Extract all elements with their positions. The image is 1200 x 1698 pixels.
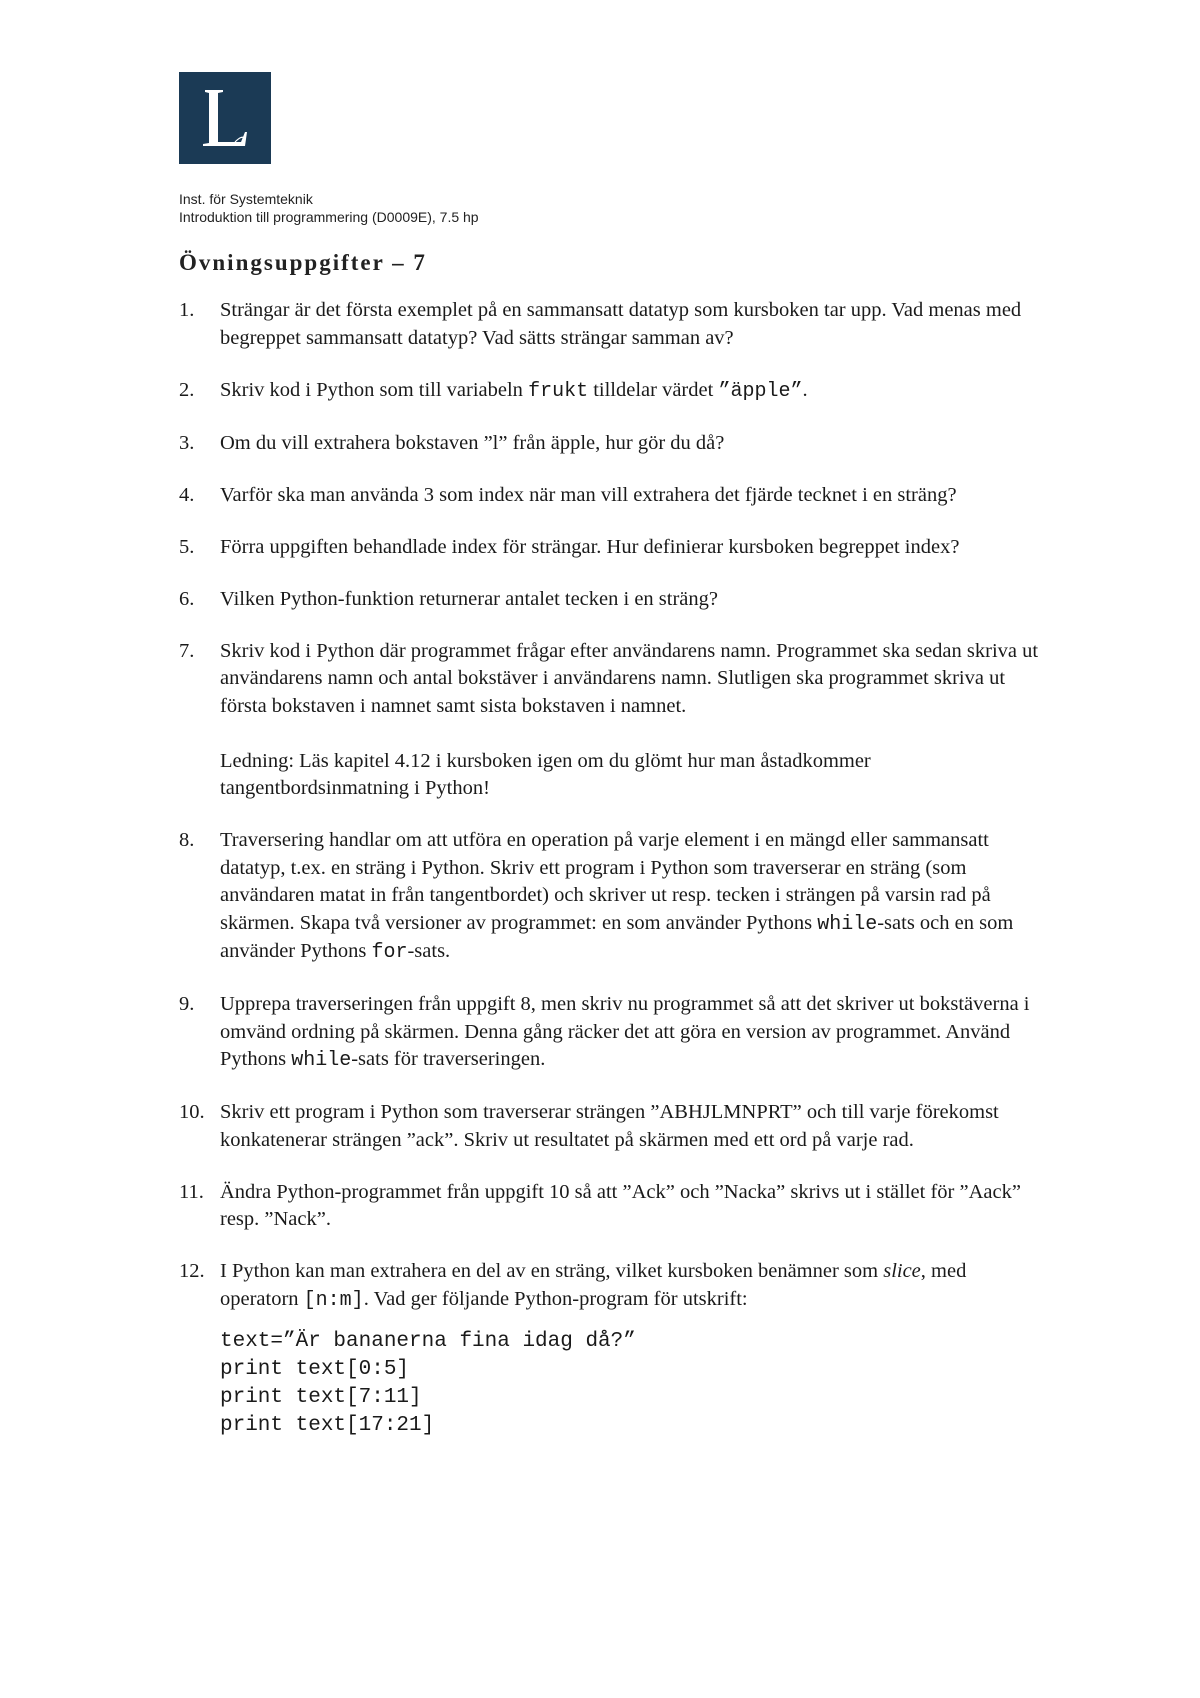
exercise-item [179,827,1039,967]
code-line: print text[7:11] [220,1386,422,1409]
inline-code: while [291,1049,352,1072]
exercise-item [179,1099,1039,1154]
text-segment: -sats. [407,940,451,962]
exercise-number: 12. [179,1260,205,1282]
exercise-number: 8. [179,829,195,851]
code-block [220,1328,1039,1440]
text-segment: I Python kan man extrahera en del av en sträng, vilket kursboken benämner som [220,1260,884,1282]
code-line: text=”Är bananerna fina idag då?” [220,1330,636,1353]
university-logo [179,72,271,164]
exercise-text: Förra uppgiften behandlade index för strängar. Hur definierar kursboken begreppet index? [220,535,960,558]
inline-code: for [371,941,408,964]
exercise-number: 3. [179,431,195,454]
logo-letter-l-icon [179,72,271,164]
text-segment: Skriv kod i Python som till variabeln [220,378,529,401]
text-segment: . Vad ger följande Python-program för utskrift: [363,1287,748,1310]
exercise-number: 4. [179,483,195,506]
exercise-item [179,1179,1039,1234]
exercise-text: Varför ska man använda 3 som index när man vill extrahera det fjärde tecknet i en sträng? [220,483,957,506]
exercise-text: Om du vill extrahera bokstaven ”l” från äpple, hur gör du då? [220,431,725,454]
exercise-item [179,297,1039,352]
exercise-item [179,482,1039,510]
inline-code: [n:m] [303,1288,364,1312]
exercise-text [220,1258,1039,1314]
exercise-item [179,1258,1039,1440]
exercise-item [179,377,1039,406]
exercise-text [220,991,1039,1075]
exercise-text: Skriv kod i Python där programmet frågar efter användarens namn. Programmet ska sedan skriva ut användarens namn och antal bokstäver i användarens namn. Slutligen ska programmet skriva ut första bokstaven i namnet samt sista bokstaven i namnet. [220,639,1039,717]
exercise-item [179,991,1039,1075]
exercise-text: Vilken Python-funktion returnerar antalet tecken i en sträng? [220,587,718,610]
course-header [179,190,479,226]
text-segment: Traversering handlar om att utföra en operation på varje element i en mängd eller sammansatt datatyp, t.ex. en sträng i Python. Skriv ett program i Python som traverserar en sträng (som användaren matat in från tangentbordet) och skriver ut resp. tecken i strängen på varsin rad på skärmen. Skapa två versioner av programmet: en som använder Pythons [220,829,991,934]
inline-code: ”äpple” [718,379,803,403]
code-line: print text[17:21] [220,1414,435,1437]
text-segment: , med operatorn [220,1260,967,1310]
page-title: Övningsuppgifter – 7 [179,250,427,275]
emphasis-term: slice [883,1260,921,1282]
exercise-number: 6. [179,587,195,610]
text-segment: -sats och en som använder Pythons [220,911,1014,962]
inline-code: frukt [528,379,589,403]
exercise-text [220,377,1039,406]
exercise-number: 2. [179,378,195,401]
exercise-item [179,638,1039,803]
department-name: Inst. för Systemteknik [179,191,313,207]
exercise-number: 5. [179,535,195,558]
inline-code: while [817,912,878,936]
exercise-item [179,430,1039,458]
exercise-number: 1. [179,299,195,321]
exercise-text: Strängar är det första exemplet på en sammansatt datatyp som kursboken tar upp. Vad menas med begreppet sammansatt datatyp? Vad sätts strängar samman av? [220,299,1022,349]
exercise-number: 11. [179,1180,204,1203]
exercise-text: Skriv ett program i Python som traverserar strängen ”ABHJLMNPRT” och till varje förekomst konkatenerar strängen ”ack”. Skriv ut resultatet på skärmen med ett ord på varje rad. [220,1101,999,1151]
exercise-number: 7. [179,639,195,662]
text-segment: -sats för traverseringen. [351,1048,546,1070]
course-name: Introduktion till programmering (D0009E), 7.5 hp [179,209,479,225]
exercise-item [179,534,1039,562]
exercise-hint: Ledning: Läs kapitel 4.12 i kursboken igen om du glömt hur man åstadkommer tangentbordsinmatning i Python! [220,749,871,799]
exercise-number: 9. [179,993,195,1015]
exercise-number: 10. [179,1101,205,1123]
exercise-text: Ändra Python-programmet från uppgift 10 så att ”Ack” och ”Nacka” skrivs ut i stället för ”Aack” resp. ”Nack”. [220,1180,1021,1230]
exercise-item [179,586,1039,614]
text-segment: . [802,378,808,401]
code-line: print text[0:5] [220,1358,410,1381]
text-segment: tilldelar värdet [588,378,719,401]
exercise-list [179,297,1039,1465]
exercise-text [220,827,1039,967]
text-segment: Upprepa traverseringen från uppgift 8, men skriv nu programmet så att det skriver ut bokstäverna i omvänd ordning på skärmen. Denna gång räcker det att göra en version av programmet. Använd Pythons [220,993,1030,1070]
